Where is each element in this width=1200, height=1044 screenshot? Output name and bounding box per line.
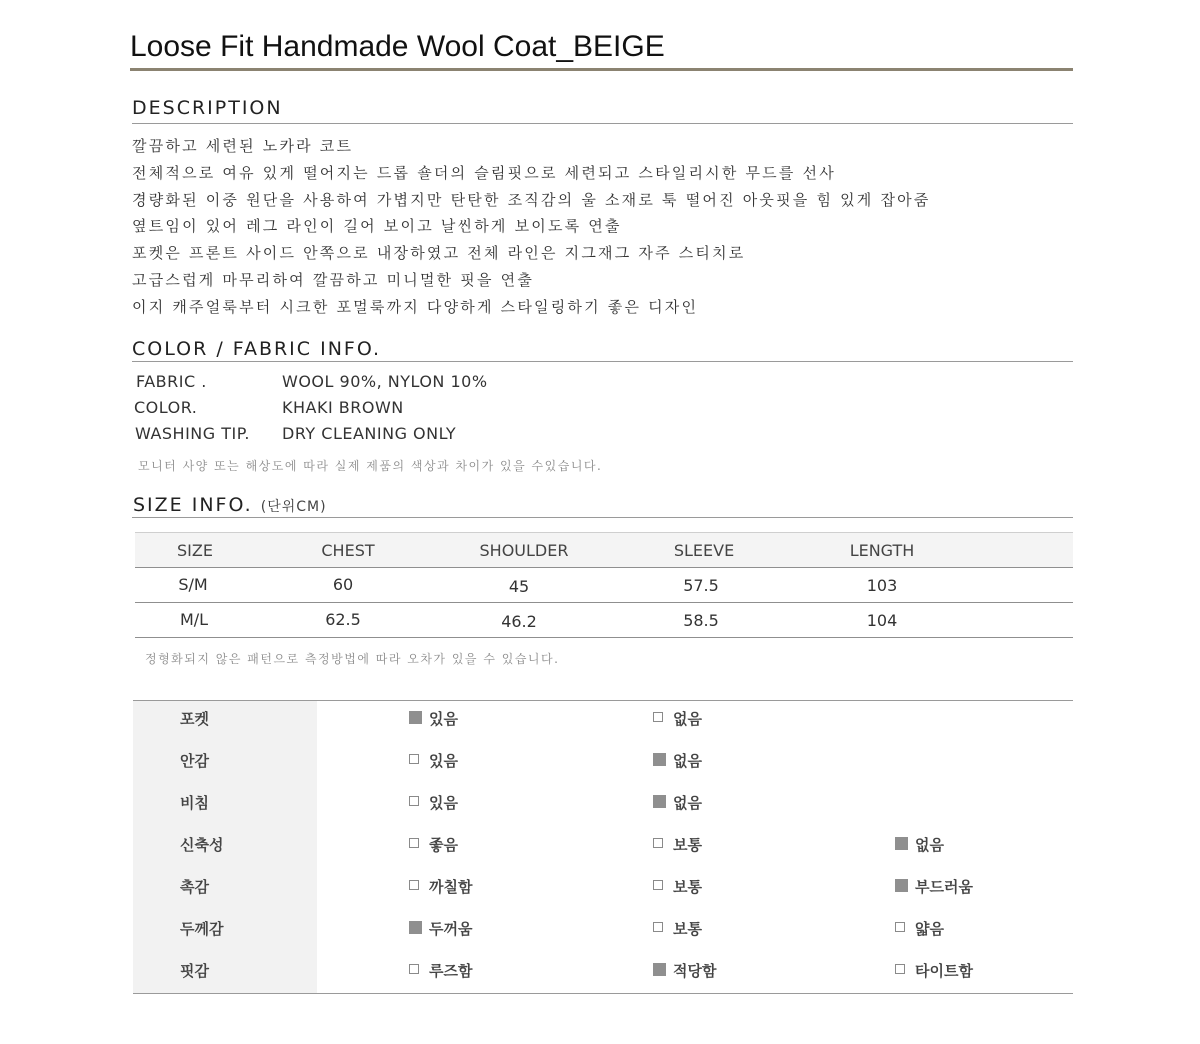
attribute-name: 핏감 <box>180 962 209 980</box>
product-title: Loose Fit Handmade Wool Coat_BEIGE <box>130 30 665 63</box>
table-row <box>135 603 1073 638</box>
length-cell: 104 <box>866 611 898 630</box>
color-fabric-divider <box>132 361 1073 362</box>
attribute-option-label: 루즈함 <box>429 962 473 980</box>
attribute-option-label: 두꺼움 <box>429 920 473 938</box>
chest-column-header: CHEST <box>321 541 375 560</box>
attribute-option-label: 없음 <box>915 836 944 854</box>
washing-key: WASHING TIP. <box>135 424 250 443</box>
attribute-name: 안감 <box>180 752 209 770</box>
sleeve-cell: 58.5 <box>683 611 719 630</box>
attribute-row <box>133 951 1073 993</box>
size-info-divider <box>132 517 1073 518</box>
length-column-header: LENGTH <box>849 541 915 560</box>
unchecked-box-icon <box>409 796 419 806</box>
attribute-row <box>133 741 1073 783</box>
attribute-option-label: 얇음 <box>915 920 944 938</box>
unchecked-box-icon <box>409 880 419 890</box>
shoulder-cell: 46.2 <box>501 612 537 631</box>
attribute-table <box>133 700 1073 994</box>
attribute-row <box>133 699 1073 741</box>
sleeve-column-header: SLEEVE <box>673 541 735 560</box>
unchecked-box-icon <box>895 922 905 932</box>
checked-box-icon <box>409 711 422 724</box>
description-line: 고급스럽게 마무리하여 깔끔하고 미니멀한 핏을 연출 <box>132 270 535 289</box>
description-line: 전체적으로 여유 있게 떨어지는 드롭 숄더의 슬림핏으로 세련되고 스타일리시한 무드를 선사 <box>132 163 836 182</box>
checked-box-icon <box>409 921 422 934</box>
size-info-heading <box>133 494 327 516</box>
attribute-option-label: 까칠함 <box>429 878 473 896</box>
color-disclaimer: 모니터 사양 또는 해상도에 따라 실제 제품의 색상과 차이가 있을 수있습니다. <box>138 459 603 473</box>
attribute-option-label: 없음 <box>673 710 702 728</box>
attribute-option-label: 없음 <box>673 794 702 812</box>
unchecked-box-icon <box>409 838 419 848</box>
description-line: 깔끔하고 세련된 노카라 코트 <box>132 137 354 155</box>
size-cell: S/M <box>178 575 208 594</box>
description-line: 옆트임이 있어 레그 라인이 길어 보이고 날씬하게 보이도록 연출 <box>132 217 622 236</box>
size-info-title: SIZE INFO. <box>133 494 253 516</box>
shoulder-column-header: SHOULDER <box>479 541 569 560</box>
unchecked-box-icon <box>653 880 663 890</box>
attribute-name: 촉감 <box>180 878 209 896</box>
color-fabric-heading: COLOR / FABRIC INFO. <box>132 338 382 360</box>
checked-box-icon <box>895 879 908 892</box>
sleeve-cell: 57.5 <box>683 576 719 595</box>
attribute-row <box>133 783 1073 825</box>
attribute-option-label: 있음 <box>429 794 458 812</box>
description-text <box>132 133 1073 321</box>
attribute-option-label: 좋음 <box>429 836 458 854</box>
description-divider <box>132 123 1073 124</box>
checked-box-icon <box>653 753 666 766</box>
attribute-option-label: 있음 <box>429 752 458 770</box>
chest-cell: 62.5 <box>325 610 361 629</box>
checked-box-icon <box>895 837 908 850</box>
description-line: 포켓은 프론트 사이드 안쪽으로 내장하였고 전체 라인은 지그재그 자주 스티치로 <box>132 244 746 263</box>
attribute-row <box>133 867 1073 909</box>
attribute-name: 두께감 <box>180 920 224 938</box>
size-disclaimer: 정형화되지 않은 패턴으로 측정방법에 따라 오차가 있을 수 있습니다. <box>145 652 560 666</box>
unchecked-box-icon <box>653 838 663 848</box>
attribute-row <box>133 825 1073 867</box>
color-value: KHAKI BROWN <box>282 398 404 417</box>
attribute-row <box>133 909 1073 951</box>
fabric-value: WOOL 90%, NYLON 10% <box>282 372 488 391</box>
attribute-option-label: 타이트함 <box>915 962 973 980</box>
attribute-table-bottom-rule <box>133 993 1073 994</box>
attribute-option-label: 있음 <box>429 710 458 728</box>
checked-box-icon <box>653 795 666 808</box>
length-cell: 103 <box>866 576 898 595</box>
table-row <box>135 568 1073 603</box>
washing-value: DRY CLEANING ONLY <box>282 424 457 443</box>
attribute-name: 비침 <box>180 794 209 812</box>
size-unit: (단위CM) <box>260 499 327 515</box>
shoulder-cell: 45 <box>508 577 530 596</box>
attribute-option-label: 보통 <box>673 836 702 854</box>
description-heading: DESCRIPTION <box>132 97 283 119</box>
attribute-option-label: 부드러움 <box>915 878 973 896</box>
unchecked-box-icon <box>653 712 663 722</box>
attribute-option-label: 보통 <box>673 920 702 938</box>
color-key: COLOR. <box>134 398 198 417</box>
attribute-option-label: 적당함 <box>673 962 717 980</box>
attribute-name: 신축성 <box>180 836 224 854</box>
fabric-key: FABRIC . <box>136 372 207 391</box>
unchecked-box-icon <box>409 964 419 974</box>
table-divider <box>135 637 1073 638</box>
size-cell: M/L <box>179 610 209 629</box>
chest-cell: 60 <box>332 575 354 594</box>
attribute-option-label: 보통 <box>673 878 702 896</box>
description-line: 경량화된 이중 원단을 사용하여 가볍지만 탄탄한 조직감의 울 소재로 툭 떨어진 아웃핏을 힘 있게 잡아줌 <box>132 190 931 209</box>
size-column-header: SIZE <box>177 541 213 560</box>
attribute-name: 포켓 <box>180 710 209 728</box>
unchecked-box-icon <box>653 922 663 932</box>
unchecked-box-icon <box>409 754 419 764</box>
description-line: 이지 캐주얼룩부터 시크한 포멀룩까지 다양하게 스타일링하기 좋은 디자인 <box>132 297 699 316</box>
unchecked-box-icon <box>895 964 905 974</box>
checked-box-icon <box>653 963 666 976</box>
size-table-header <box>135 532 1073 568</box>
title-divider <box>130 68 1073 71</box>
attribute-option-label: 없음 <box>673 752 702 770</box>
